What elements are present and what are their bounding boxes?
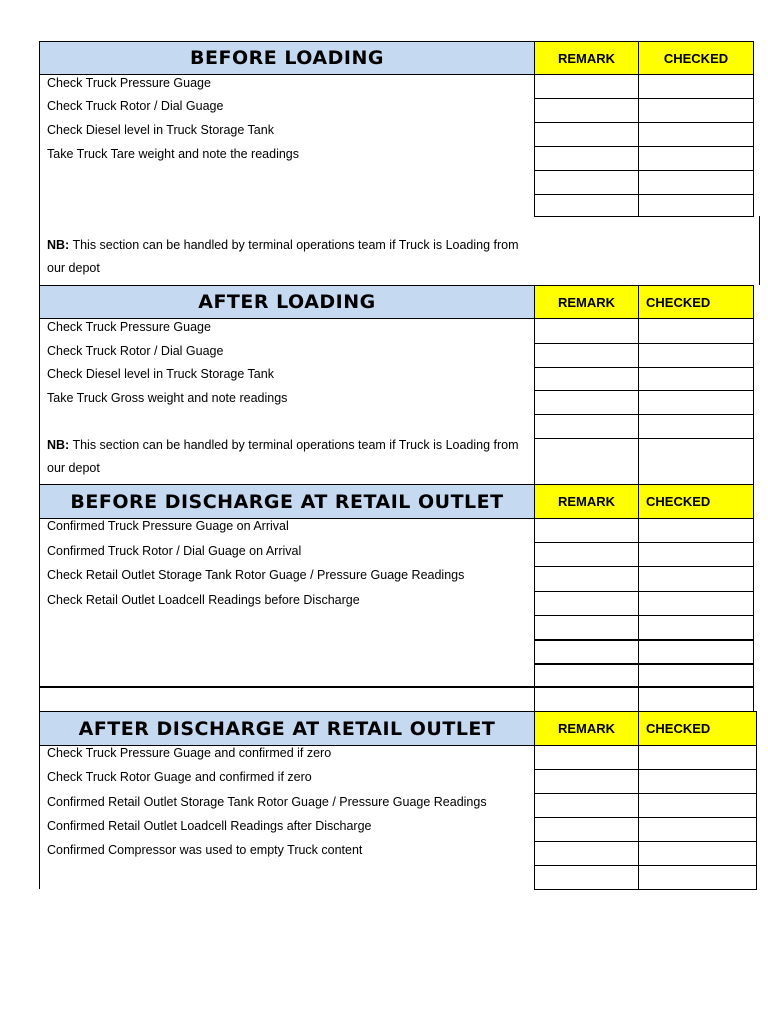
checklist-item: Confirmed Retail Outlet Loadcell Readings after Discharge: [47, 819, 372, 833]
checklist-item: Check Truck Pressure Guage and confirmed if zero: [47, 746, 332, 760]
checklist-item: Check Retail Outlet Storage Tank Rotor Guage / Pressure Guage Readings: [47, 568, 465, 582]
checked-cell[interactable]: [638, 841, 757, 866]
checked-cell[interactable]: [638, 122, 754, 147]
remark-cell[interactable]: [534, 769, 639, 794]
remark-cell[interactable]: [534, 865, 639, 890]
checklist-item: Take Truck Tare weight and note the readings: [47, 147, 300, 161]
note-text: This section can be handled by terminal operations team if Truck is Loading from: [69, 438, 519, 452]
section-title-after-loading: AFTER LOADING: [39, 285, 535, 319]
remark-cell[interactable]: [534, 591, 639, 616]
remark-cell[interactable]: [534, 146, 639, 171]
checked-cell[interactable]: [638, 438, 754, 485]
remark-cell[interactable]: [534, 745, 639, 770]
spacer-cell: [534, 687, 639, 712]
remark-cell[interactable]: [534, 390, 639, 415]
checked-cell[interactable]: [638, 865, 757, 890]
checklist-item: Take Truck Gross weight and note readings: [47, 391, 288, 405]
remark-cell[interactable]: [534, 793, 639, 818]
spacer-cell: [638, 687, 754, 712]
section-note-line2: our depot: [47, 261, 100, 275]
checklist-item: Check Diesel level in Truck Storage Tank: [47, 367, 274, 381]
checked-header: CHECKED: [638, 711, 757, 746]
checked-cell[interactable]: [638, 542, 754, 567]
remark-cell[interactable]: [534, 663, 639, 687]
checked-header: CHECKED: [638, 484, 754, 519]
checked-cell[interactable]: [638, 793, 757, 818]
checked-cell[interactable]: [638, 318, 754, 344]
remark-cell[interactable]: [534, 98, 639, 123]
checklist-item: Check Diesel level in Truck Storage Tank: [47, 123, 274, 137]
checked-cell[interactable]: [638, 367, 754, 391]
remark-cell[interactable]: [534, 194, 639, 217]
checklist-item: Check Truck Rotor / Dial Guage: [47, 99, 224, 113]
section-left-border: [39, 285, 40, 485]
remark-header: REMARK: [534, 41, 639, 75]
checklist-item: Check Truck Rotor / Dial Guage: [47, 344, 224, 358]
note-label: NB:: [47, 238, 70, 252]
checked-cell[interactable]: [638, 390, 754, 415]
checked-cell[interactable]: [638, 591, 754, 616]
section-left-border: [39, 41, 40, 285]
remark-cell[interactable]: [534, 343, 639, 368]
checked-cell[interactable]: [638, 769, 757, 794]
remark-cell[interactable]: [534, 542, 639, 567]
section-note-line2: our depot: [47, 461, 100, 475]
checked-cell[interactable]: [638, 615, 754, 640]
remark-cell[interactable]: [534, 74, 639, 99]
section-note: [47, 434, 519, 457]
checked-cell[interactable]: [638, 663, 754, 687]
remark-header: REMARK: [534, 711, 639, 746]
remark-cell[interactable]: [534, 367, 639, 391]
section-title-before-loading: BEFORE LOADING: [39, 41, 535, 75]
checked-header: CHECKED: [638, 285, 754, 319]
checklist-item: Check Retail Outlet Loadcell Readings before Discharge: [47, 593, 360, 607]
checked-cell[interactable]: [638, 98, 754, 123]
remark-header: REMARK: [534, 484, 639, 519]
remark-cell[interactable]: [534, 170, 639, 195]
checklist-item: Confirmed Retail Outlet Storage Tank Rotor Guage / Pressure Guage Readings: [47, 795, 487, 809]
remark-cell[interactable]: [534, 438, 639, 485]
section-title-before-discharge: BEFORE DISCHARGE AT RETAIL OUTLET: [39, 484, 535, 519]
remark-cell[interactable]: [534, 518, 639, 543]
checked-cell[interactable]: [638, 146, 754, 171]
checked-cell[interactable]: [638, 343, 754, 368]
checked-cell[interactable]: [638, 745, 757, 770]
checked-cell[interactable]: [638, 194, 754, 217]
remark-cell[interactable]: [534, 122, 639, 147]
checklist-item: Confirmed Compressor was used to empty Truck content: [47, 843, 363, 857]
checked-cell[interactable]: [638, 414, 754, 439]
remark-cell[interactable]: [534, 414, 639, 439]
section-left-border: [39, 484, 40, 711]
checklist-item: Check Truck Pressure Guage: [47, 76, 211, 90]
remark-cell[interactable]: [534, 841, 639, 866]
checklist-item: Confirmed Truck Pressure Guage on Arrival: [47, 519, 289, 533]
remark-header: REMARK: [534, 285, 639, 319]
remark-cell[interactable]: [534, 639, 639, 664]
section-left-border: [39, 711, 40, 889]
section-note: [47, 234, 519, 257]
remark-cell[interactable]: [534, 817, 639, 842]
checklist-item: Confirmed Truck Rotor / Dial Guage on Arrival: [47, 544, 302, 558]
remark-cell[interactable]: [534, 615, 639, 640]
checked-cell[interactable]: [638, 518, 754, 543]
remark-cell[interactable]: [534, 318, 639, 344]
note-label: NB:: [47, 438, 70, 452]
section-title-after-discharge: AFTER DISCHARGE AT RETAIL OUTLET: [39, 711, 535, 746]
checked-cell[interactable]: [638, 566, 754, 592]
checked-cell[interactable]: [638, 170, 754, 195]
note-text: This section can be handled by terminal operations team if Truck is Loading from: [69, 238, 519, 252]
checked-cell[interactable]: [638, 817, 757, 842]
checked-header: CHECKED: [638, 41, 754, 75]
note-right-border: [759, 216, 760, 285]
checked-cell[interactable]: [638, 74, 754, 99]
checked-cell[interactable]: [638, 639, 754, 664]
checklist-item: Check Truck Pressure Guage: [47, 320, 211, 334]
remark-cell[interactable]: [534, 566, 639, 592]
checklist-item: Check Truck Rotor Guage and confirmed if zero: [47, 770, 312, 784]
